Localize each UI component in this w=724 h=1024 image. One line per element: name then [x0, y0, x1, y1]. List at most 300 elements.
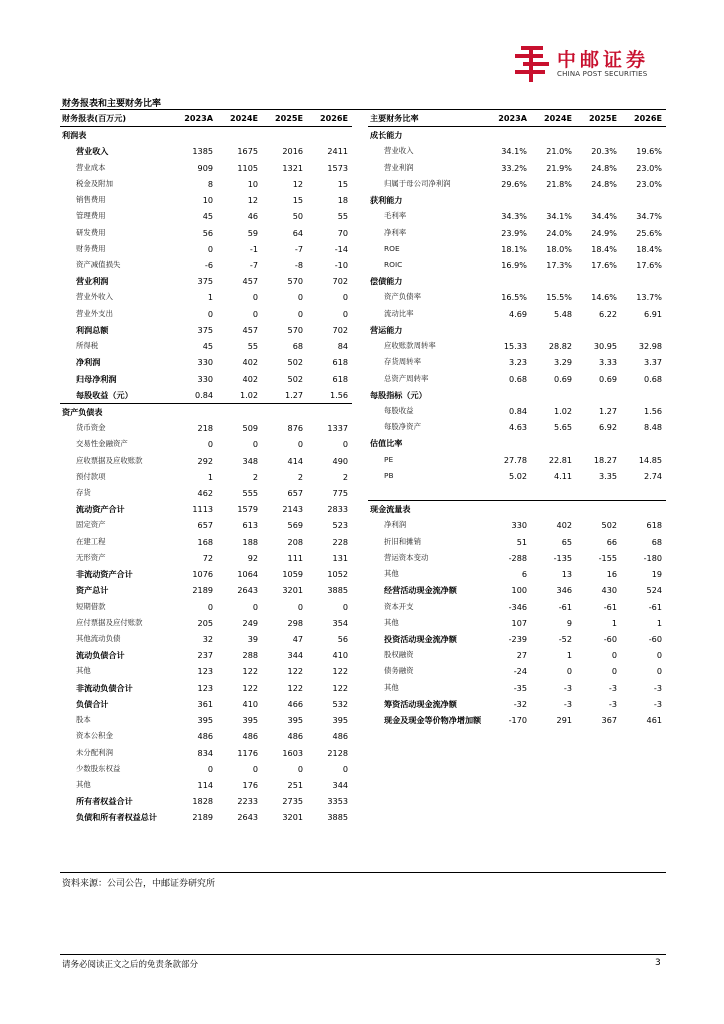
cell-value: 524 — [646, 585, 662, 596]
row-label: 负债和所有者权益总计 — [76, 812, 157, 823]
cell-value: 29.6% — [501, 178, 527, 189]
cell-value: 111 — [287, 552, 303, 563]
cell-value: 0 — [297, 308, 303, 319]
row-label: 归属于母公司净利润 — [384, 178, 451, 188]
table-row — [368, 160, 666, 176]
page-number: 3 — [655, 958, 661, 968]
cell-value: 502 — [601, 520, 617, 531]
cell-value — [621, 322, 666, 338]
table-row — [368, 517, 666, 533]
row-label: 资本开支 — [384, 601, 414, 611]
cell-value: 5.48 — [553, 308, 572, 319]
row-label: 营业收入 — [76, 146, 109, 157]
table-row — [60, 728, 352, 744]
cell-value: 291 — [556, 715, 572, 726]
table-row — [368, 566, 666, 582]
row-label: 预付款项 — [76, 471, 106, 481]
cell-value: -346 — [508, 601, 527, 612]
cell-value: 0 — [342, 763, 348, 774]
cell-value: 4.63 — [508, 422, 527, 433]
table-header-row — [60, 110, 352, 127]
cell-value: 1675 — [237, 146, 258, 157]
row-label: 成长能力 — [370, 130, 403, 141]
table-row — [368, 192, 666, 208]
cell-value: 107 — [511, 617, 527, 628]
cell-value — [172, 127, 217, 144]
cell-value: 1113 — [192, 504, 213, 515]
cell-value: 395 — [242, 715, 258, 726]
cell-value: 2.74 — [643, 470, 662, 481]
cell-value: -35 — [513, 682, 527, 693]
cell-value: 122 — [242, 682, 258, 693]
table-row — [368, 484, 666, 501]
table-row — [60, 420, 352, 436]
cell-value: -3 — [608, 682, 617, 693]
cell-value: 457 — [242, 276, 258, 287]
cell-value: 0 — [297, 292, 303, 303]
cell-value: 66 — [606, 536, 617, 547]
cell-value: 1579 — [237, 504, 258, 515]
cell-value: 18 — [337, 195, 348, 206]
cell-value — [621, 501, 666, 518]
row-label: 交易性金融资产 — [76, 439, 128, 449]
cell-value: 486 — [197, 731, 213, 742]
cell-value: 2643 — [237, 812, 258, 823]
row-label: 筹资活动现金流净额 — [384, 698, 457, 709]
row-label: 营运资本变动 — [384, 552, 429, 562]
cell-value: 402 — [242, 357, 258, 368]
table-row — [368, 534, 666, 550]
cell-value: 23.9% — [501, 227, 527, 238]
cell-value: 3.33 — [598, 357, 617, 368]
cell-value: 0.68 — [643, 373, 662, 384]
cell-value: -61 — [648, 601, 662, 612]
table-row — [368, 241, 666, 257]
cell-value — [576, 435, 621, 451]
row-label: 现金及现金等价物净增加额 — [384, 715, 482, 726]
cell-value: 410 — [242, 698, 258, 709]
cell-value: 876 — [287, 423, 303, 434]
cell-value: 0 — [611, 666, 617, 677]
table-row — [368, 696, 666, 712]
cell-value: 0 — [252, 601, 258, 612]
table-row — [368, 338, 666, 354]
row-label: 其他 — [384, 617, 399, 627]
table-row — [60, 582, 352, 598]
cell-value: 0.84 — [508, 405, 527, 416]
table-row — [368, 663, 666, 679]
cell-value: 702 — [332, 276, 348, 287]
cell-value: -288 — [508, 552, 527, 563]
cell-value: 45 — [202, 341, 213, 352]
cell-value: 2143 — [282, 504, 303, 515]
cell-value: 251 — [287, 779, 303, 790]
cell-value: 0 — [656, 666, 662, 677]
cell-value: 361 — [197, 698, 213, 709]
cell-value: 3353 — [327, 796, 348, 807]
table-row — [368, 289, 666, 305]
cell-value: 55 — [337, 211, 348, 222]
header-year: 2025E — [262, 110, 307, 127]
cell-value: 218 — [197, 423, 213, 434]
table-row — [60, 436, 352, 452]
table-row — [60, 403, 352, 420]
table-row — [368, 501, 666, 518]
table-row — [368, 631, 666, 647]
cell-value: 486 — [287, 731, 303, 742]
row-label: 少数股东权益 — [76, 763, 121, 773]
cell-value: 834 — [197, 747, 213, 758]
row-label: 其他 — [76, 666, 91, 676]
cell-value: 346 — [556, 585, 572, 596]
row-label: 资产总计 — [76, 585, 109, 596]
cell-value: 375 — [197, 324, 213, 335]
cell-value: 354 — [332, 617, 348, 628]
row-label: 管理费用 — [76, 211, 106, 221]
table-row — [368, 306, 666, 322]
row-label: 利润总额 — [76, 324, 109, 335]
row-label: 资产负债率 — [384, 292, 421, 302]
cell-value: 18.27 — [593, 454, 617, 465]
cell-value: 1321 — [282, 162, 303, 173]
cell-value: 3885 — [327, 812, 348, 823]
cell-value: 205 — [197, 617, 213, 628]
table-row — [60, 143, 352, 159]
cell-value: 168 — [197, 536, 213, 547]
cell-value: -60 — [603, 634, 617, 644]
cell-value: 2016 — [282, 146, 303, 157]
row-label: 存货 — [76, 488, 91, 498]
cell-value: 6.92 — [598, 422, 617, 433]
header-year: 2023A — [486, 110, 531, 127]
cell-value: 1059 — [282, 569, 303, 580]
cell-value — [217, 403, 262, 420]
cell-value — [307, 403, 352, 420]
cell-value: 344 — [287, 650, 303, 661]
cell-value: 1573 — [327, 162, 348, 173]
cell-value: 20.3% — [591, 146, 617, 157]
table-row — [368, 322, 666, 338]
cell-value: 0 — [342, 308, 348, 319]
cell-value: 3.23 — [508, 357, 527, 368]
cell-value: 375 — [197, 276, 213, 287]
cell-value: 30.95 — [593, 341, 617, 352]
table-row — [60, 517, 352, 533]
cell-value: 0 — [207, 308, 213, 319]
cell-value: 68 — [651, 536, 662, 547]
row-label: 税金及附加 — [76, 178, 113, 188]
cell-value: 0 — [656, 650, 662, 661]
cell-value: 702 — [332, 324, 348, 335]
cell-value: -170 — [508, 715, 527, 726]
cell-value: 0 — [342, 601, 348, 612]
table-row — [368, 680, 666, 696]
cell-value — [621, 387, 666, 403]
cell-value: 657 — [287, 488, 303, 499]
cell-value: 5.65 — [553, 422, 572, 433]
row-label: 资产负债表 — [60, 403, 172, 420]
cell-value: 2189 — [192, 585, 213, 596]
cell-value: 24.0% — [546, 227, 572, 238]
row-label: 研发费用 — [76, 227, 106, 237]
cell-value: 1385 — [192, 146, 213, 157]
cell-value: 0 — [297, 439, 303, 450]
cell-value — [486, 484, 531, 501]
cell-value: 462 — [197, 488, 213, 499]
cell-value: -61 — [603, 601, 617, 612]
table-row — [60, 793, 352, 809]
cell-value: 51 — [516, 536, 527, 547]
cell-value: 34.7% — [636, 211, 662, 222]
cell-value: 0 — [566, 666, 572, 677]
cell-value — [307, 127, 352, 144]
cell-value: -3 — [563, 698, 572, 709]
table-row — [368, 354, 666, 370]
table-row — [368, 273, 666, 289]
cell-value: 0 — [342, 292, 348, 303]
cell-value: 27 — [516, 650, 527, 661]
table-row — [60, 289, 352, 305]
cell-value: 523 — [332, 520, 348, 531]
cell-value: 330 — [197, 373, 213, 384]
cell-value: 131 — [332, 552, 348, 563]
cell-value: -239 — [508, 634, 527, 644]
cell-value: -7 — [249, 259, 258, 270]
table-row — [60, 338, 352, 354]
row-label: 总资产周转率 — [384, 373, 429, 383]
table-row — [368, 208, 666, 224]
table-row — [60, 550, 352, 566]
cell-value: 1 — [656, 617, 662, 628]
row-label — [368, 484, 486, 501]
cell-value: 56 — [202, 227, 213, 238]
table-row — [368, 452, 666, 468]
cell-value: 2 — [342, 471, 348, 482]
row-label: 未分配利润 — [76, 747, 113, 757]
row-label: 营业外支出 — [76, 308, 113, 318]
cell-value: 569 — [287, 520, 303, 531]
section-title: 财务报表和主要财务比率 — [62, 99, 162, 109]
cell-value: 0.69 — [598, 373, 617, 384]
header-year: 2026E — [621, 110, 666, 127]
cell-value: 47 — [292, 634, 303, 644]
row-label: 资产减值损失 — [76, 259, 121, 269]
row-label: 其他 — [76, 779, 91, 789]
cell-value: -60 — [648, 634, 662, 644]
cell-value: 570 — [287, 276, 303, 287]
table-row — [60, 273, 352, 289]
cell-value: 59 — [247, 227, 258, 238]
table-row — [60, 453, 352, 469]
brand-name: 中邮证券 — [557, 49, 650, 71]
cell-value: 430 — [601, 585, 617, 596]
cell-value: 0.68 — [508, 373, 527, 384]
cell-value: -155 — [598, 552, 617, 563]
cell-value: 176 — [242, 779, 258, 790]
row-label: 每股收益 — [384, 405, 414, 415]
table-row — [60, 241, 352, 257]
cell-value: 909 — [197, 162, 213, 173]
cell-value: 1105 — [237, 162, 258, 173]
cell-value: 2233 — [237, 796, 258, 807]
row-label: 非流动负债合计 — [76, 682, 133, 693]
cell-value: 25.6% — [636, 227, 662, 238]
row-label: 营业成本 — [76, 162, 106, 172]
cell-value: 1.56 — [643, 405, 662, 416]
cell-value: 0 — [207, 601, 213, 612]
cell-value: 188 — [242, 536, 258, 547]
table-row — [60, 257, 352, 273]
cell-value: 618 — [646, 520, 662, 531]
cell-value: 122 — [242, 666, 258, 677]
table-row — [60, 306, 352, 322]
cell-value: -1 — [249, 243, 258, 254]
cell-value: 0 — [207, 439, 213, 450]
table-row — [60, 663, 352, 679]
cell-value: 8.48 — [643, 422, 662, 433]
cell-value: 3885 — [327, 585, 348, 596]
table-row — [60, 208, 352, 224]
cell-value — [621, 273, 666, 289]
cell-value: 348 — [242, 455, 258, 466]
table-row — [60, 322, 352, 338]
cell-value: 10 — [247, 178, 258, 189]
cell-value: 0 — [252, 308, 258, 319]
cell-value: 1 — [207, 471, 213, 482]
cell-value: 34.3% — [501, 211, 527, 222]
cell-value: 21.8% — [546, 178, 572, 189]
row-label: 营业利润 — [76, 276, 109, 287]
row-label: 货币资金 — [76, 423, 106, 433]
cell-value: 14.85 — [638, 454, 662, 465]
cell-value: 395 — [287, 715, 303, 726]
row-label: 股权融资 — [384, 650, 414, 660]
cell-value: 4.11 — [553, 470, 572, 481]
cell-value: 466 — [287, 698, 303, 709]
table-row — [60, 647, 352, 663]
table-row — [60, 534, 352, 550]
cell-value: 28.82 — [548, 341, 572, 352]
cell-value: -52 — [558, 634, 572, 644]
cell-value — [576, 484, 621, 501]
row-label: 营业利润 — [384, 162, 414, 172]
cell-value: 2735 — [282, 796, 303, 807]
cell-value — [621, 127, 666, 144]
cell-value: -135 — [553, 552, 572, 563]
cell-value: 65 — [561, 536, 572, 547]
row-label: 非流动资产合计 — [76, 569, 133, 580]
table-row — [60, 761, 352, 777]
row-label: 每股指标（元） — [370, 389, 427, 400]
cell-value: 24.8% — [591, 162, 617, 173]
cell-value: 0 — [611, 650, 617, 661]
cell-value: 0 — [207, 763, 213, 774]
cell-value: 292 — [197, 455, 213, 466]
cell-value: 1 — [611, 617, 617, 628]
financial-ratios-table — [368, 110, 666, 728]
table-header-row — [368, 110, 666, 127]
cell-value: 21.0% — [546, 146, 572, 157]
table-row — [368, 371, 666, 387]
cell-value: 1337 — [327, 423, 348, 434]
table-row — [368, 615, 666, 631]
cell-value — [486, 501, 531, 518]
row-label: 利润表 — [62, 130, 87, 141]
cell-value: 486 — [332, 731, 348, 742]
cell-value: 0 — [297, 763, 303, 774]
cell-value: -8 — [294, 259, 303, 270]
cell-value: 1.56 — [329, 389, 348, 400]
cell-value: 461 — [646, 715, 662, 726]
cell-value: 32.98 — [638, 341, 662, 352]
cell-value: 123 — [197, 666, 213, 677]
cell-value: 0.69 — [553, 373, 572, 384]
cell-value: 34.1% — [501, 146, 527, 157]
cell-value: 15.33 — [503, 341, 527, 352]
cell-value: 8 — [207, 178, 213, 189]
table-row — [60, 696, 352, 712]
cell-value — [621, 192, 666, 208]
cell-value: 16 — [606, 569, 617, 580]
row-label: 其他流动负债 — [76, 634, 121, 643]
table-row — [368, 403, 666, 419]
header-year: 2025E — [576, 110, 621, 127]
cell-value — [576, 127, 621, 144]
cell-value: 395 — [197, 715, 213, 726]
cell-value: 249 — [242, 617, 258, 628]
row-label: ROE — [384, 243, 400, 253]
cell-value: 34.1% — [546, 211, 572, 222]
row-label: 应收票据及应收账款 — [76, 455, 143, 465]
cell-value: 0 — [252, 763, 258, 774]
footer-rule — [60, 954, 666, 955]
cell-value — [486, 273, 531, 289]
table-row — [60, 745, 352, 761]
cell-value — [576, 322, 621, 338]
row-label: 短期借款 — [76, 601, 106, 611]
cell-value: 46 — [247, 211, 258, 222]
cell-value: 92 — [247, 552, 258, 563]
row-label: PE — [384, 454, 394, 464]
cell-value: 16.5% — [501, 292, 527, 303]
cell-value: 532 — [332, 698, 348, 709]
table-row — [60, 712, 352, 728]
header-year: 2024E — [217, 110, 262, 127]
cell-value: 3.29 — [553, 357, 572, 368]
table-row — [368, 647, 666, 663]
row-label: 营运能力 — [370, 324, 403, 335]
cell-value: 70 — [337, 227, 348, 238]
cell-value: 509 — [242, 423, 258, 434]
table-row — [60, 485, 352, 501]
table-row — [368, 143, 666, 159]
cell-value — [262, 127, 307, 144]
cell-value: 288 — [242, 650, 258, 661]
cell-value: 395 — [332, 715, 348, 726]
row-label: 所得税 — [76, 341, 99, 351]
row-label: 债务融资 — [384, 666, 414, 676]
cell-value — [531, 435, 576, 451]
cell-value: 24.8% — [591, 178, 617, 189]
cell-value: 15.5% — [546, 292, 572, 303]
table-row — [60, 354, 352, 370]
cell-value: 1.27 — [598, 405, 617, 416]
table-row — [368, 582, 666, 598]
row-label: 营业外收入 — [76, 292, 113, 302]
cell-value: 402 — [556, 520, 572, 531]
cell-value: 72 — [202, 552, 213, 563]
header-year: 2023A — [172, 110, 217, 127]
